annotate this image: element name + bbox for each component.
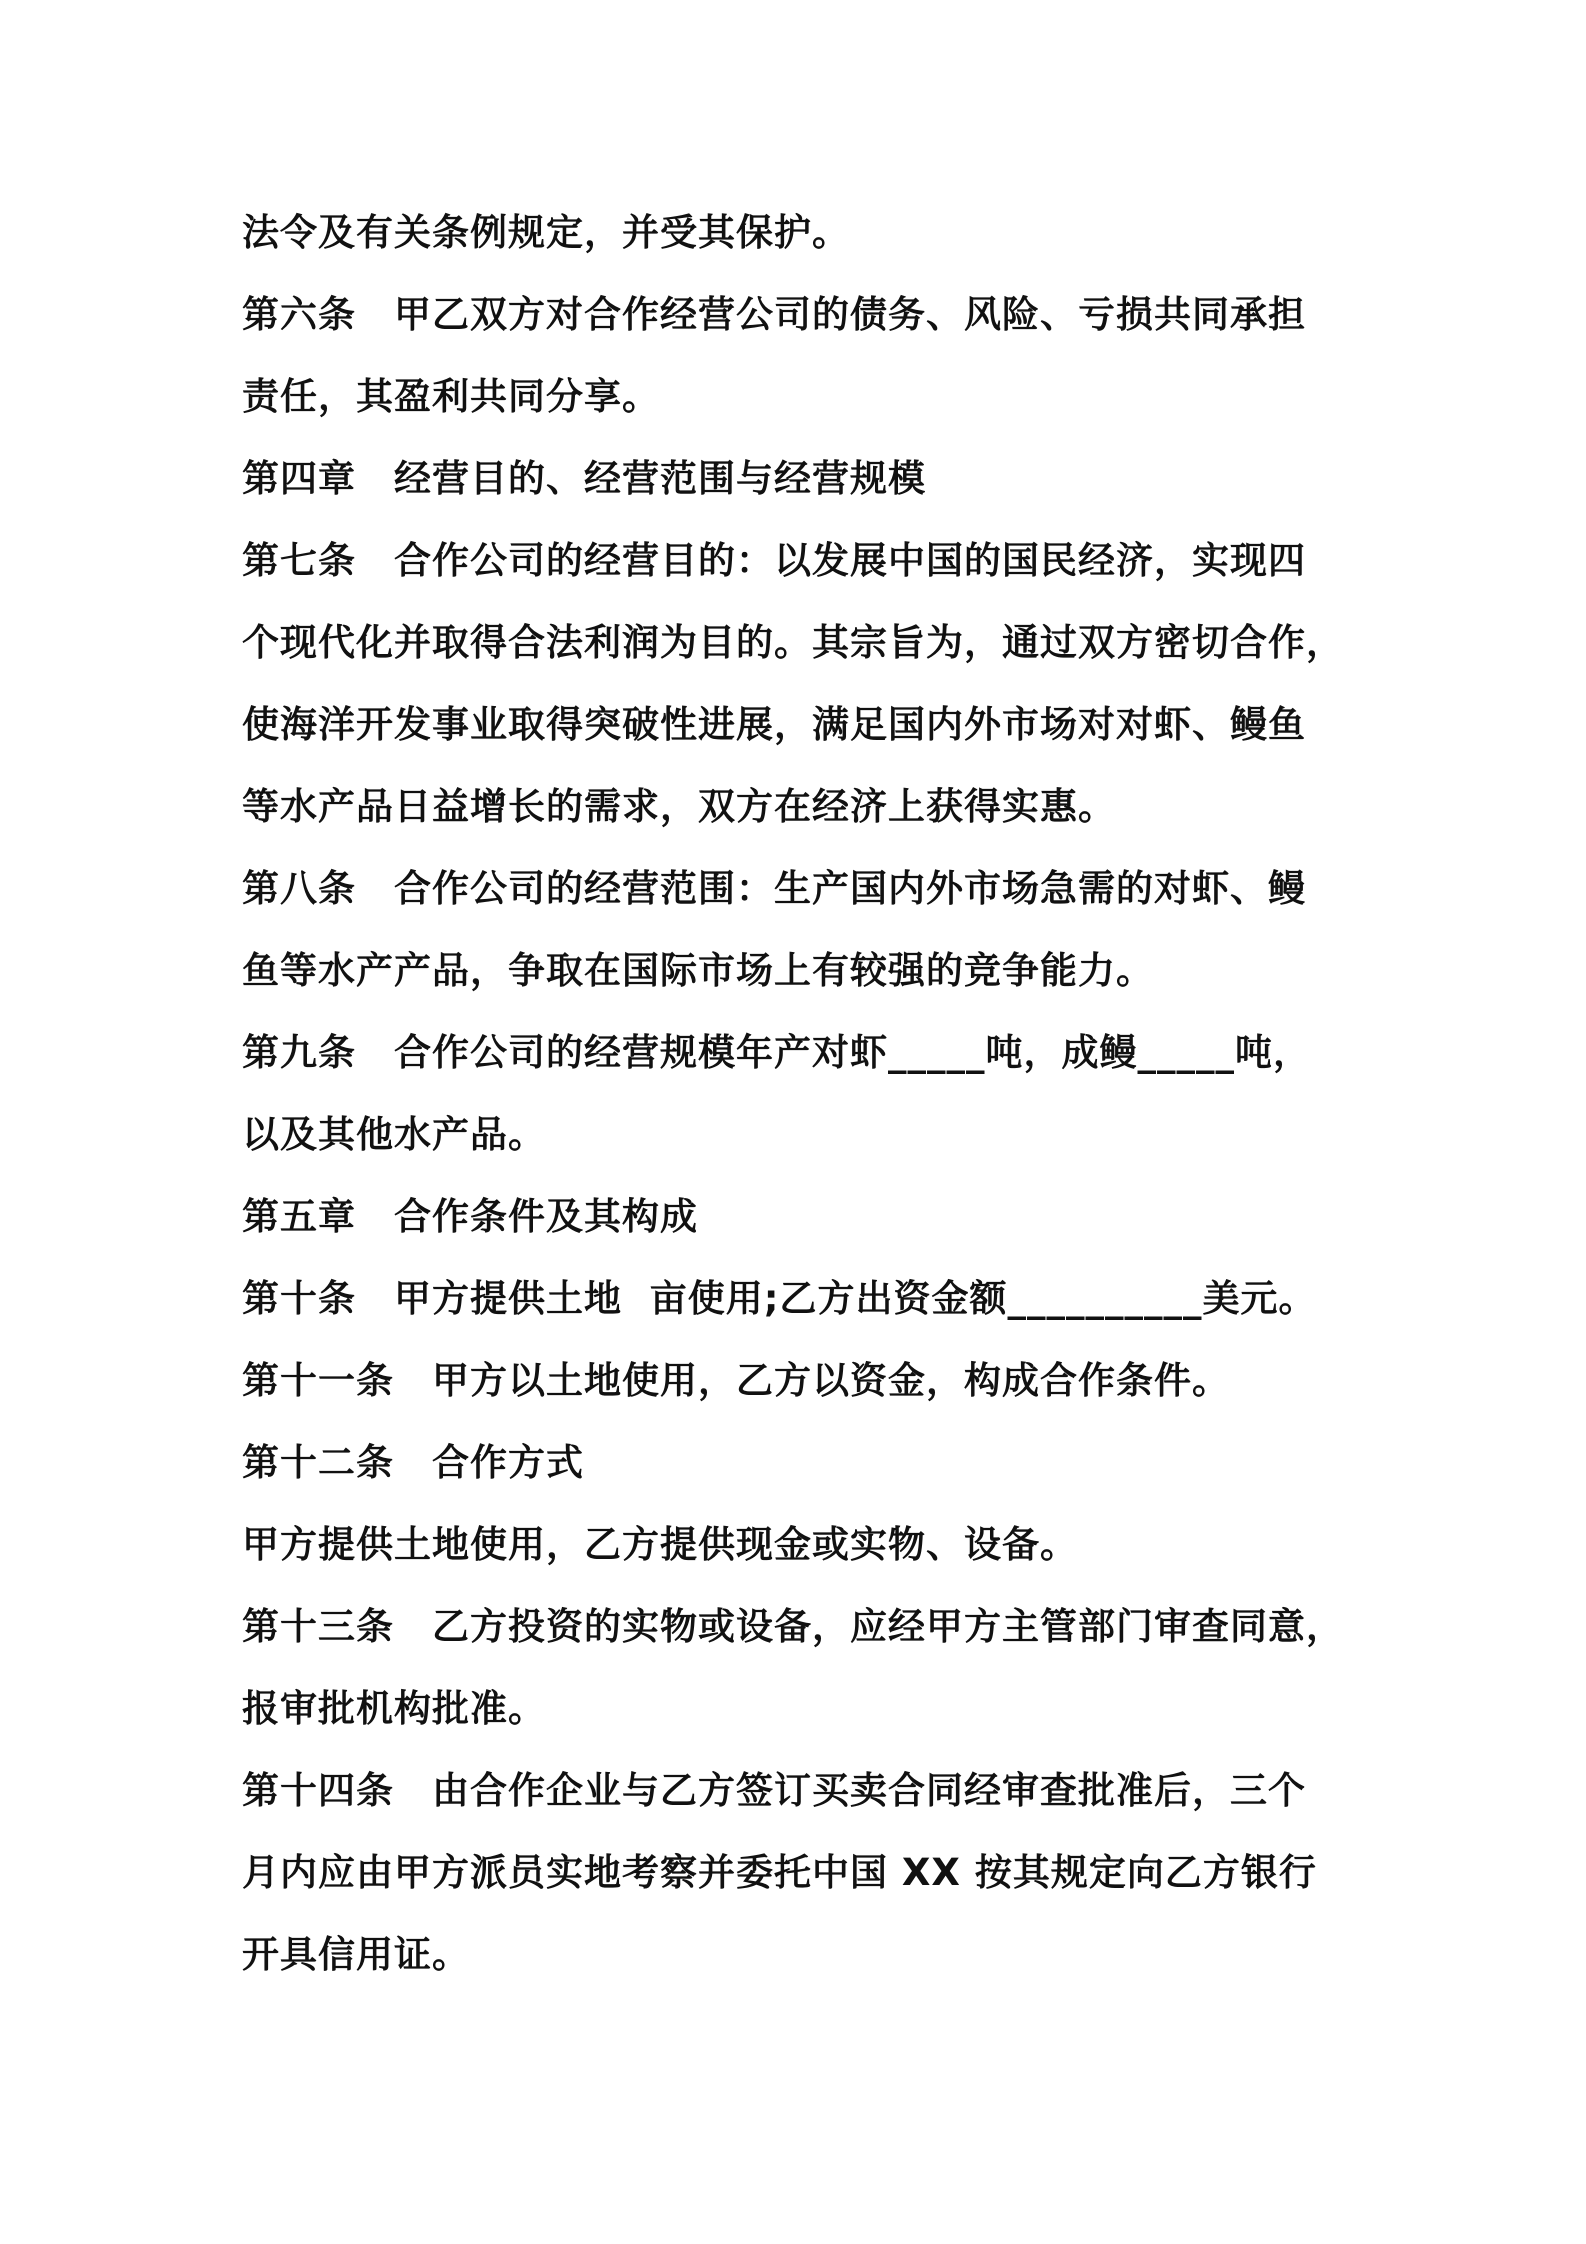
article-12-heading: 第十二条 合作方式 <box>242 1441 584 1484</box>
article-8-line-2: 鱼等水产产品，争取在国际市场上有较强的竞争能力。 <box>242 949 1154 992</box>
article-14-line-2: 月内应由甲方派员实地考察并委托中国 XX 按其规定向乙方银行 <box>242 1851 1317 1894</box>
article-7-line-4: 等水产品日益增长的需求，双方在经济上获得实惠。 <box>242 785 1116 828</box>
article-13-line-1: 第十三条 乙方投资的实物或设备，应经甲方主管部门审查同意， <box>242 1605 1344 1648</box>
article-14-line-1: 第十四条 由合作企业与乙方签订买卖合同经审查批准后，三个 <box>242 1769 1306 1812</box>
article-7-line-1: 第七条 合作公司的经营目的：以发展中国的国民经济，实现四 <box>242 539 1306 582</box>
article-10-line-1: 第十条 甲方提供土地 亩使用;乙方出资金额__________美元。 <box>242 1277 1317 1320</box>
chapter-4-heading: 第四章 经营目的、经营范围与经营规模 <box>242 457 926 500</box>
article-13-line-2: 报审批机构批准。 <box>242 1687 546 1730</box>
article-7-line-2: 个现代化并取得合法利润为目的。其宗旨为，通过双方密切合作， <box>242 621 1344 664</box>
article-12-body: 甲方提供土地使用，乙方提供现金或实物、设备。 <box>242 1523 1078 1566</box>
document-body <box>242 192 1372 1996</box>
article-6-line-2: 责任，其盈利共同分享。 <box>242 375 660 418</box>
article-14-line-3: 开具信用证。 <box>242 1933 470 1976</box>
article-9-line-1: 第九条 合作公司的经营规模年产对虾_____吨，成鳗_____吨， <box>242 1031 1311 1074</box>
article-7-line-3: 使海洋开发事业取得突破性进展，满足国内外市场对对虾、鳗鱼 <box>242 703 1306 746</box>
article-11-line-1: 第十一条 甲方以土地使用，乙方以资金，构成合作条件。 <box>242 1359 1230 1402</box>
article-8-line-1: 第八条 合作公司的经营范围：生产国内外市场急需的对虾、鳗 <box>242 867 1306 910</box>
text-line: 法令及有关条例规定，并受其保护。 <box>242 211 850 254</box>
article-9-line-2: 以及其他水产品。 <box>242 1113 546 1156</box>
chapter-5-heading: 第五章 合作条件及其构成 <box>242 1195 698 1238</box>
article-6-line-1: 第六条 甲乙双方对合作经营公司的债务、风险、亏损共同承担 <box>242 293 1306 336</box>
